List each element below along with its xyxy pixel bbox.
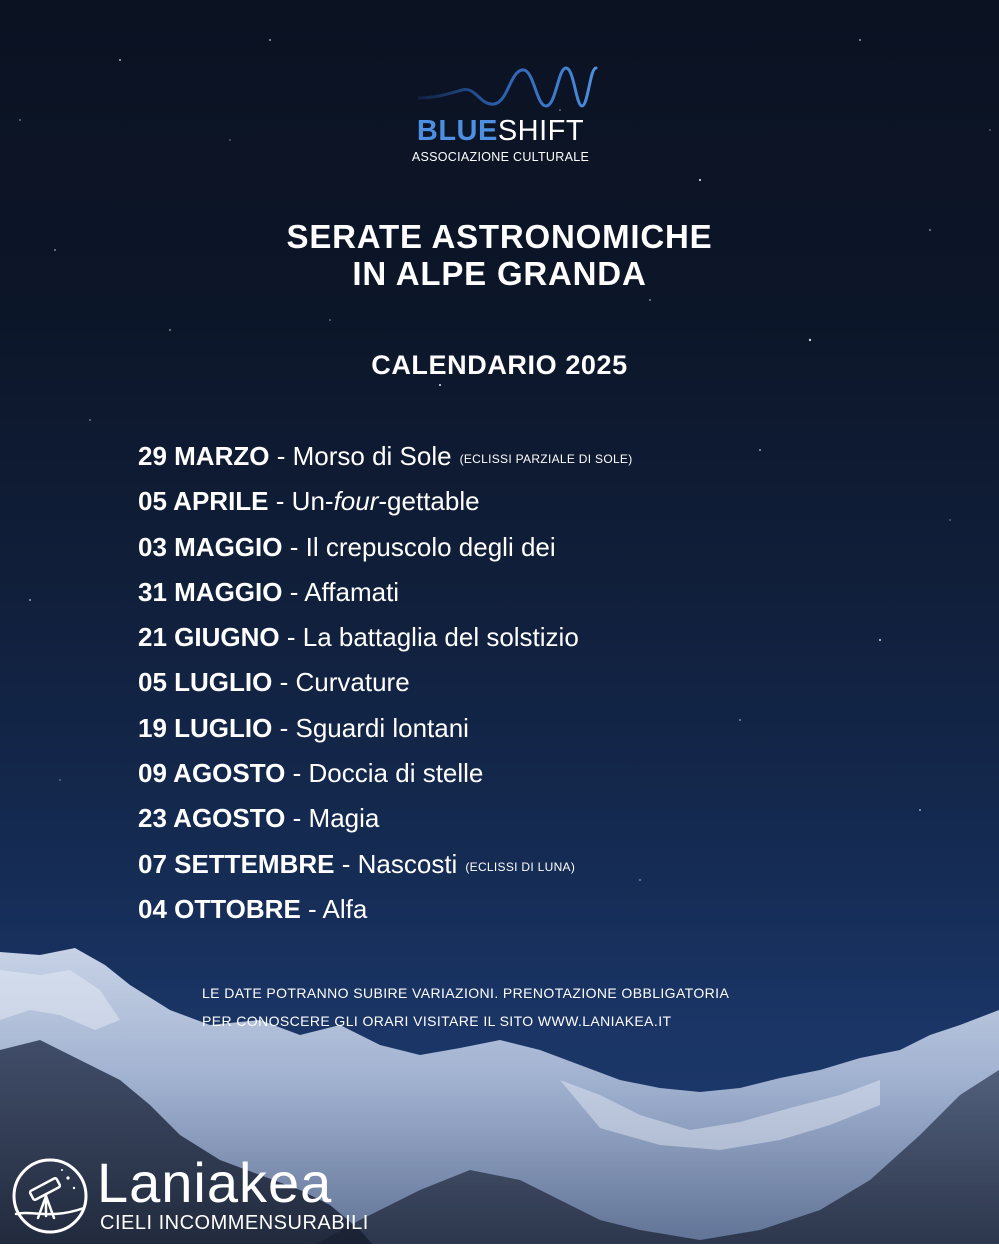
- blueshift-logo: [398, 64, 603, 174]
- event-title: Sguardi lontani: [295, 712, 469, 743]
- telescope-circle-icon: [10, 1156, 90, 1236]
- laniakea-wordmark: Laniakea: [97, 1151, 333, 1214]
- sound-wave-icon: [418, 64, 598, 110]
- event-item: [138, 660, 898, 705]
- event-separator: -: [341, 848, 351, 879]
- calendar-heading: CALENDARIO 2025: [371, 350, 628, 380]
- event-date: 07 SETTEMBRE: [138, 848, 335, 879]
- event-date: 21 GIUGNO: [138, 622, 280, 653]
- event-separator: -: [275, 486, 285, 517]
- event-list: [138, 434, 898, 932]
- page-title-line-2: IN ALPE GRANDA: [352, 255, 647, 292]
- event-separator: -: [289, 576, 299, 607]
- event-title: La battaglia del solstizio: [302, 622, 579, 653]
- event-separator: -: [308, 893, 317, 924]
- event-item: [138, 887, 898, 932]
- event-date: 29 MARZO: [138, 441, 270, 471]
- event-separator: -: [292, 803, 302, 834]
- event-title: Nascosti: [357, 848, 458, 879]
- event-item: [138, 570, 898, 615]
- event-date: 19 LUGLIO: [138, 712, 273, 743]
- event-title: Morso di Sole: [292, 441, 452, 471]
- notice-line-1: LE DATE POTRANNO SUBIRE VARIAZIONI. PRENOTAZIONE OBBLIGATORIA: [202, 985, 730, 1001]
- event-date: 05 LUGLIO: [138, 667, 273, 698]
- event-separator: -: [292, 758, 302, 789]
- laniakea-tagline: CIELI INCOMMENSURABILI: [100, 1212, 369, 1234]
- event-note: (ECLISSI PARZIALE DI SOLE): [459, 452, 633, 466]
- event-item: [138, 525, 898, 570]
- bottom-border: [0, 1244, 999, 1253]
- event-item: [138, 796, 898, 841]
- event-date: 03 MAGGIO: [138, 531, 283, 562]
- event-title: Un-four-gettable: [291, 486, 480, 517]
- event-title: Alfa: [322, 893, 368, 924]
- event-title: Affamati: [304, 576, 400, 607]
- event-separator: -: [276, 441, 286, 471]
- event-separator: -: [279, 712, 289, 743]
- event-title: Doccia di stelle: [308, 758, 484, 789]
- event-item: [138, 434, 898, 479]
- event-date: 04 OTTOBRE: [138, 893, 301, 924]
- event-title: Il crepuscolo degli dei: [305, 531, 556, 562]
- event-item: [138, 842, 898, 887]
- blueshift-tagline: ASSOCIAZIONE CULTURALE: [411, 150, 590, 164]
- event-separator: -: [279, 667, 289, 698]
- event-title: Magia: [308, 803, 380, 834]
- notice-line-2: PER CONOSCERE GLI ORARI VISITARE IL SITO WWW.LANIAKEA.IT: [202, 1013, 672, 1029]
- event-item: [138, 479, 898, 524]
- page-title-line-1: SERATE ASTRONOMICHE: [286, 218, 713, 255]
- event-date: 23 AGOSTO: [138, 803, 286, 834]
- event-date: 09 AGOSTO: [138, 758, 286, 789]
- event-item: [138, 615, 898, 660]
- event-date: 31 MAGGIO: [138, 576, 283, 607]
- event-separator: -: [286, 622, 296, 653]
- event-separator: -: [289, 531, 299, 562]
- event-item: [138, 751, 898, 796]
- event-item: [138, 706, 898, 751]
- event-date: 05 APRILE: [138, 486, 269, 517]
- event-note: (ECLISSI DI LUNA): [465, 859, 576, 874]
- event-title: Curvature: [295, 667, 410, 698]
- blueshift-wordmark: BLUESHIFT: [416, 115, 585, 147]
